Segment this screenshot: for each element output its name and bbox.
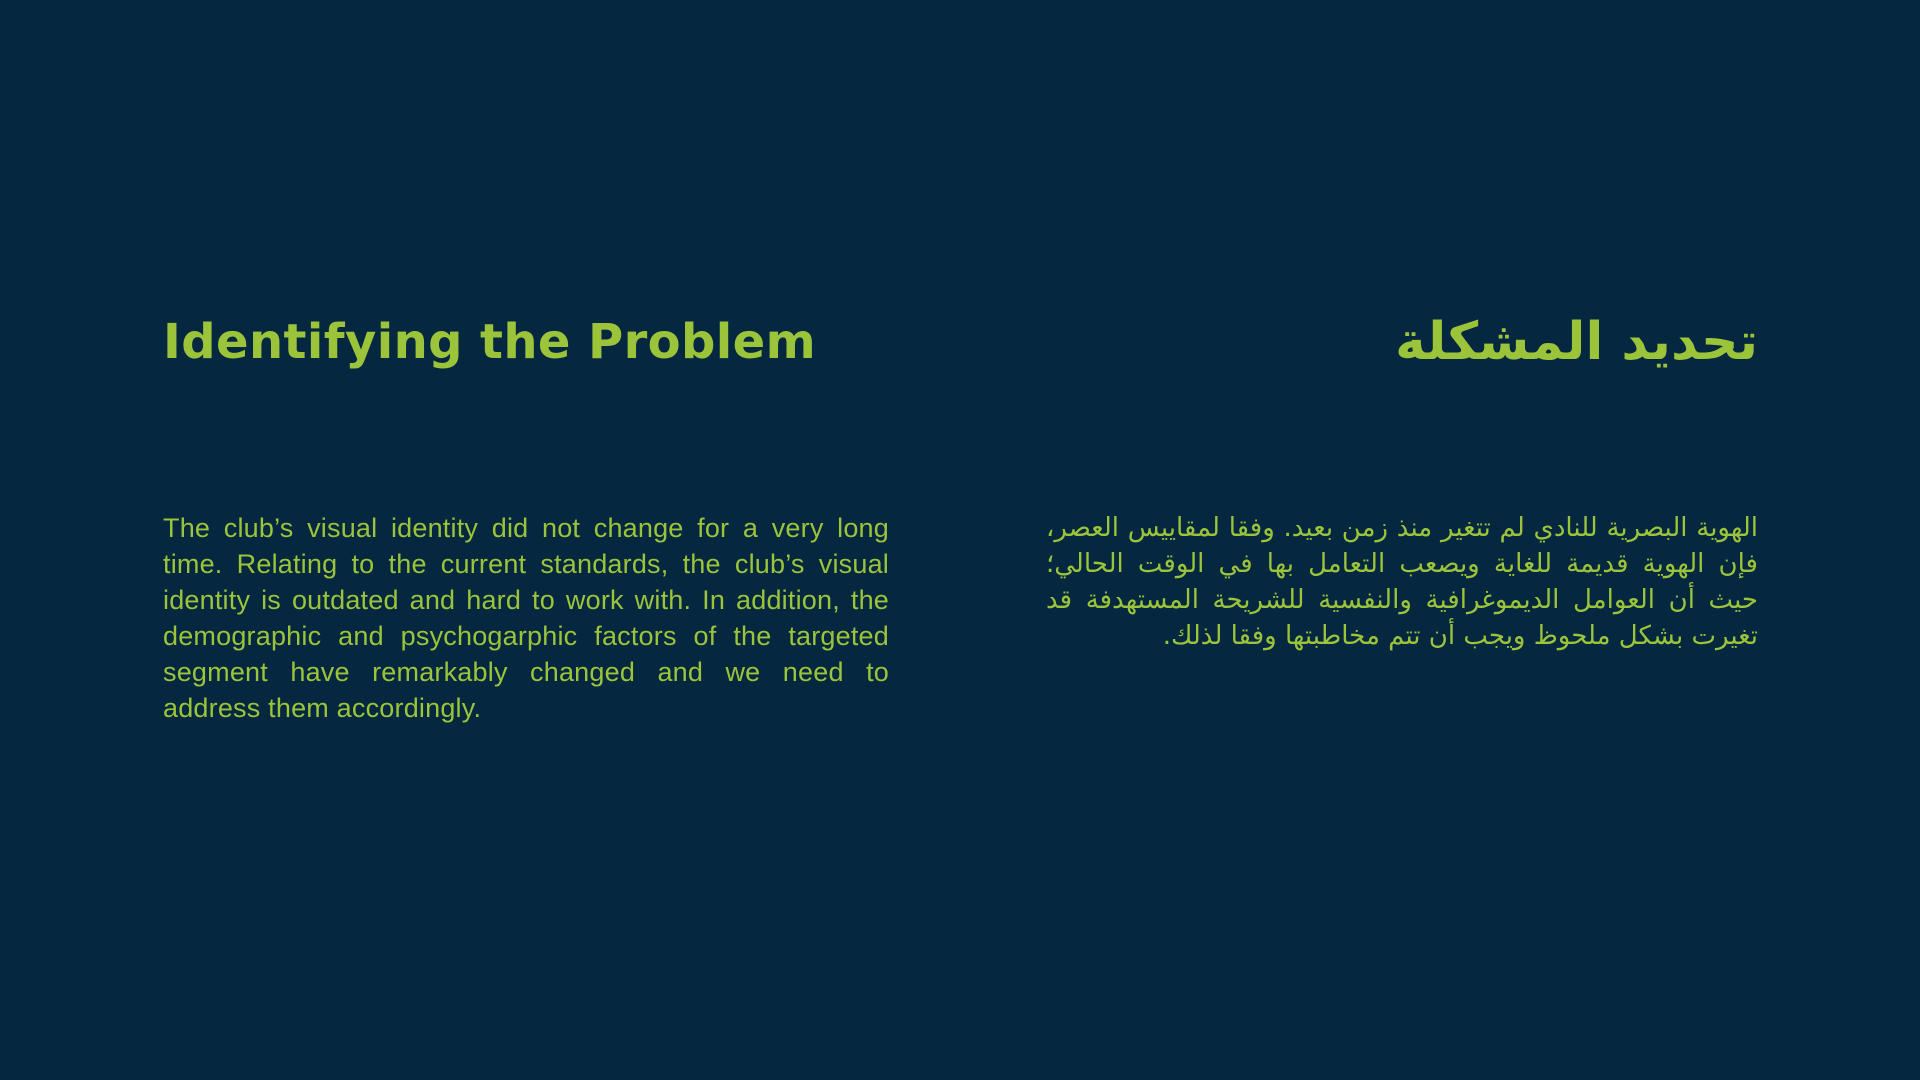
arabic-body-text: الهوية البصرية للنادي لم تتغير منذ زمن بعيد. وفقا لمقاييس العصر، فإن الهوية قديمة للغاية ويصعب التعامل بها في الوقت الحالي؛ حيث أن العوامل الديموغرافية والنفسية للشريحة المستهدفة قد تغيرت بشكل ملحوظ ويجب أن تتم مخاطبتها وفقا لذلك.	[1046, 513, 1758, 651]
arabic-heading: تحديد المشكلة	[1395, 312, 1758, 372]
english-body-text: The club’s visual identity did not change for a very long time. Relating to the current standards, the club’s visual identity is outdated and hard to work with. In addition, the demographic and psychogarphic factors of the targeted segment have remarkably changed and we need to address them accordingly.	[163, 513, 889, 723]
english-heading: Identifying the Problem	[163, 314, 817, 370]
arabic-column	[1046, 312, 1758, 651]
english-column	[163, 312, 889, 723]
